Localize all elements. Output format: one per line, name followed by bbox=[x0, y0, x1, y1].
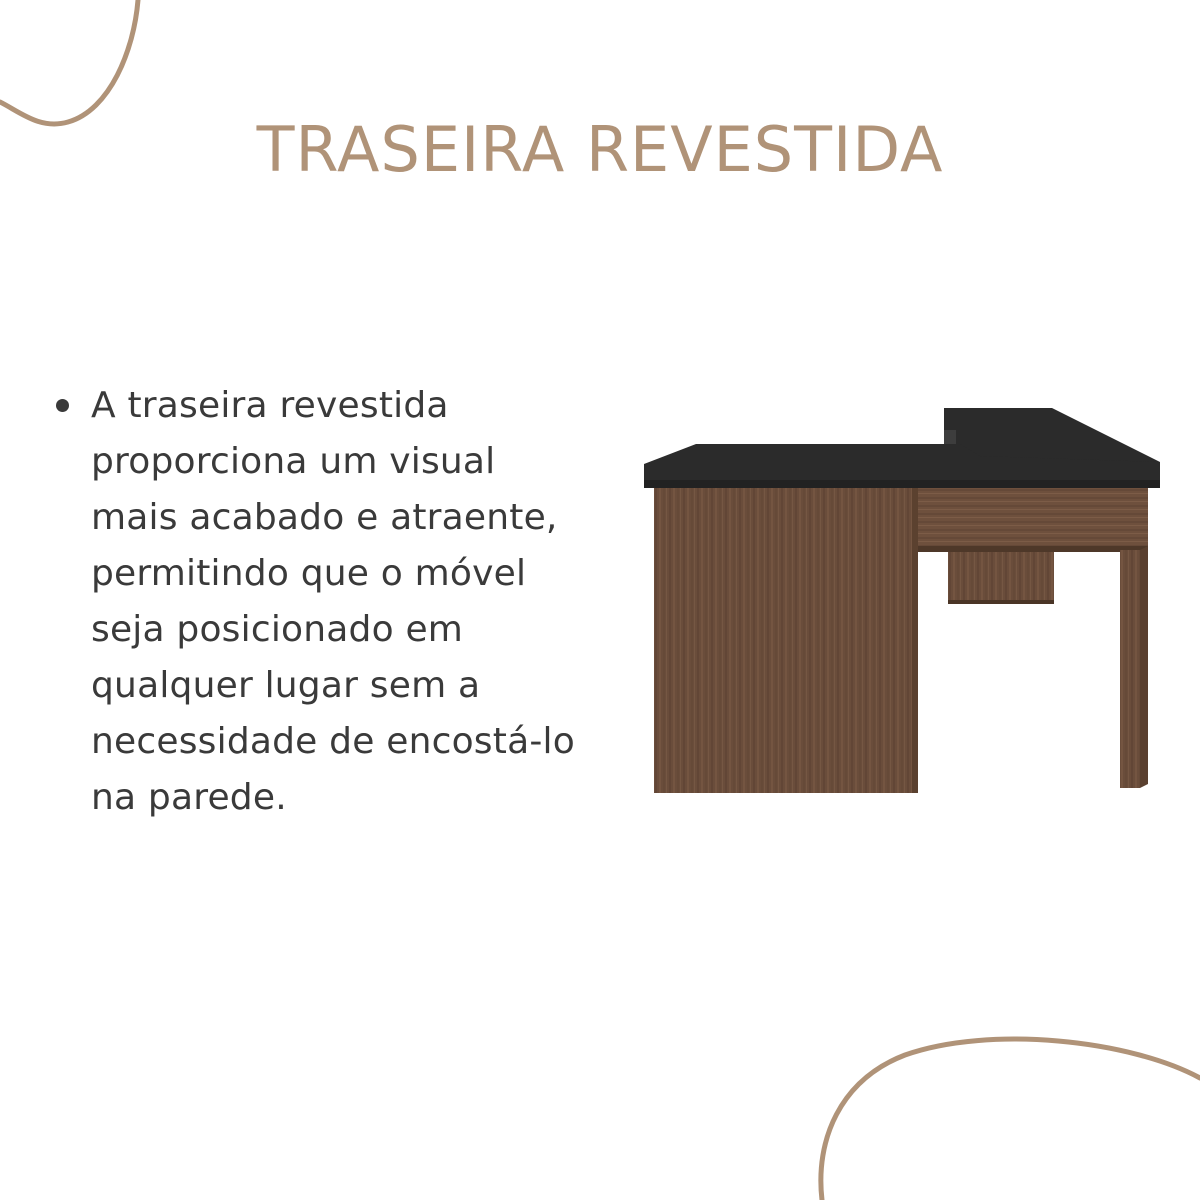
page-title: TRASEIRA REVESTIDA bbox=[256, 113, 944, 186]
bullet-line: A traseira revestida bbox=[91, 385, 449, 426]
desk-cabinet-edge bbox=[912, 488, 918, 793]
bullet-line: proporciona um visual bbox=[91, 441, 496, 482]
desk-image bbox=[640, 400, 1170, 800]
desk-top-edge bbox=[644, 480, 1160, 488]
bullet-text bbox=[91, 378, 575, 826]
bottom-right-curve bbox=[821, 1039, 1200, 1200]
desk-return-top-edge bbox=[944, 430, 956, 446]
desk-drawer bbox=[948, 552, 1054, 604]
bullet-line: mais acabado e atraente, bbox=[91, 497, 558, 538]
bullet-dot-icon bbox=[56, 399, 69, 412]
bullet-line: seja posicionado em bbox=[91, 609, 464, 650]
desk-right-leg-side bbox=[1140, 546, 1148, 788]
desk-apron-shadow bbox=[918, 546, 1148, 552]
bullet-line: na parede. bbox=[91, 777, 287, 818]
bullet-line: necessidade de encostá-lo bbox=[91, 721, 575, 762]
top-left-curve bbox=[0, 0, 138, 124]
bullet-line: qualquer lugar sem a bbox=[91, 665, 481, 706]
desk-drawer-shadow bbox=[948, 600, 1054, 604]
bullet-line: permitindo que o móvel bbox=[91, 553, 527, 594]
desk-apron bbox=[918, 488, 1148, 550]
desk-cabinet-panel bbox=[654, 488, 916, 793]
desk-right-leg bbox=[1120, 550, 1140, 788]
